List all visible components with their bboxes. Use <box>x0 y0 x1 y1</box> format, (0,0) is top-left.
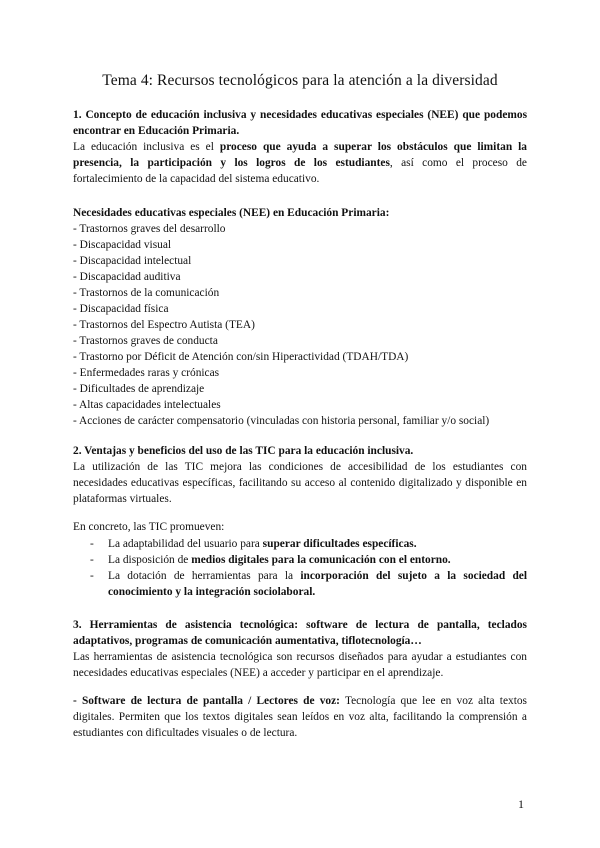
section-2-paragraph: La utilización de las TIC mejora las condiciones de accesibilidad de los estudiantes con necesidades educativas específicas, facilitando su acceso al contenido digitalizado y disponible en plataformas virtuales. <box>73 461 527 505</box>
section-2-heading: 2. Ventajas y beneficios del uso de las TIC para la educación inclusiva. <box>73 445 414 457</box>
nee-list <box>73 221 527 429</box>
section-1-text-end: , así como el proceso de fortalecimiento de la capacidad del sistema educativo. <box>73 157 527 185</box>
section-3-heading: 3. Herramientas de asistencia tecnológica: software de lectura de pantalla, teclados adaptativos, programas de comunicación aumentativa, tiflotecnología… <box>73 619 527 647</box>
list-item: - Altas capacidades intelectuales <box>73 399 221 411</box>
list-item: - Acciones de carácter compensatorio (vinculadas con historia personal, familiar y/o social) <box>73 415 490 427</box>
list-item: - Discapacidad intelectual <box>73 255 192 267</box>
section-2-intro: En concreto, las TIC promueven: <box>73 521 225 533</box>
list-item: - Discapacidad visual <box>73 239 172 251</box>
section-3-paragraph: Las herramientas de asistencia tecnológica son recursos diseñados para ayudar a estudiantes con necesidades educativas especiales (NEE) a acceder y participar en el aprendizaje. <box>73 651 527 679</box>
list-item <box>73 536 527 552</box>
bullet-bold-text: medios digitales para la comunicación con el entorno. <box>191 554 451 566</box>
list-item <box>73 552 527 568</box>
bullet-bold-text: incorporación del sujeto a la sociedad del conocimiento y la integración sociolaboral. <box>108 570 527 598</box>
page-title: Tema 4: Recursos tecnológicos para la atención a la diversidad <box>102 72 498 89</box>
list-item: - Trastornos graves de conducta <box>73 335 218 347</box>
section-2-bullets <box>73 536 527 600</box>
list-item: - Trastornos de la comunicación <box>73 287 220 299</box>
list-item: - Discapacidad física <box>73 303 169 315</box>
bullet-text: La adaptabilidad del usuario para <box>108 538 263 550</box>
software-heading: - Software de lectura de pantalla / Lectores de voz: <box>73 695 340 707</box>
list-item: - Trastornos graves del desarrollo <box>73 223 226 235</box>
bullet-dash: - <box>90 570 94 582</box>
nee-heading: Necesidades educativas especiales (NEE) en Educación Primaria: <box>73 207 390 219</box>
list-item: - Enfermedades raras y crónicas <box>73 367 220 379</box>
bullet-dash: - <box>90 538 94 550</box>
list-item: - Dificultades de aprendizaje <box>73 383 205 395</box>
section-1-paragraph <box>73 139 527 187</box>
software-paragraph <box>73 693 527 741</box>
software-text: Tecnología que lee en voz alta textos digitales. Permiten que los textos digitales sean leídos en voz alta, facilitando la comprensión a estudiantes con dificultades visuales o de lectura. <box>73 695 527 739</box>
list-item: - Trastornos del Espectro Autista (TEA) <box>73 319 255 331</box>
bullet-dash: - <box>90 554 94 566</box>
bullet-text: La disposición de <box>108 554 192 566</box>
list-item: - Discapacidad auditiva <box>73 271 181 283</box>
section-1-heading: 1. Concepto de educación inclusiva y necesidades educativas especiales (NEE) que podemos encontrar en Educación Primaria. <box>73 109 527 137</box>
list-item <box>73 568 527 600</box>
bullet-text: La dotación de herramientas para la <box>108 570 301 582</box>
section-1-text-bold: proceso que ayuda a superar los obstáculos que limitan la presencia, la participación y los logros de los estudiantes <box>73 141 527 169</box>
section-1-text-start: La educación inclusiva es el <box>73 141 220 153</box>
page-number: 1 <box>518 797 524 811</box>
list-item: - Trastorno por Déficit de Atención con/sin Hiperactividad (TDAH/TDA) <box>73 351 409 363</box>
bullet-bold-text: superar dificultades específicas. <box>262 538 417 550</box>
